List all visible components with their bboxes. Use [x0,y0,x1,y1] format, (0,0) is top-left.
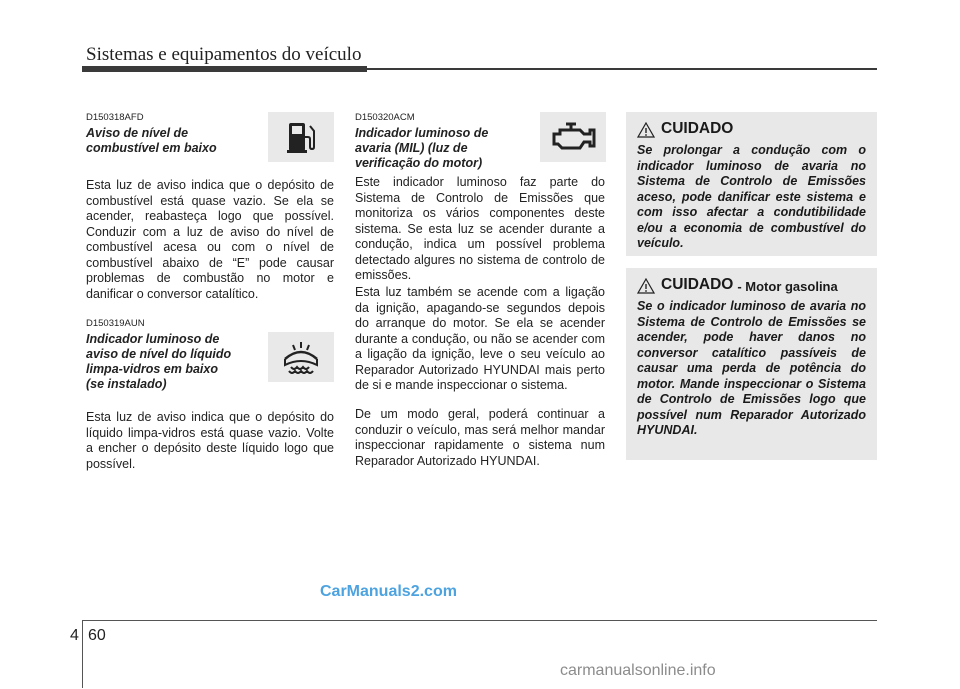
caution-box-gasoline [626,268,877,460]
header-divider-thick [82,66,367,72]
section-subtitle: Aviso de nível de combustível em baixo [86,126,217,155]
page-header-title: Sistemas e equipamentos do veículo [86,44,362,65]
caution-subtitle: - Motor gasolina [737,279,838,294]
section-code: D150318AFD [86,112,144,123]
footer-divider-vertical [82,620,83,688]
check-engine-icon [548,120,598,154]
watermark-link[interactable]: CarManuals2.com [320,583,457,600]
section-body-p2: Esta luz também se acende com a ligação da ignição, apagando-se segundos depois do arranque do motor. Se ela se acender durante a condução, ou não se acender com a ligação da ignição, leve o seu veículo ao Reparador Autorizado HYUNDAI mais perto de si e mande inspeccionar o sistema. [355,285,605,392]
section-subtitle: Indicador luminoso de aviso de nível do líquido limpa-vidros em baixo (se instalado) [86,332,232,391]
section-body-p3: De um modo geral, poderá continuar a conduzir o veículo, mas será melhor mandar inspeccionar rapidamente o sistema num Reparador Autorizado HYUNDAI. [355,407,605,468]
warning-triangle-icon [637,122,655,138]
section-body: Esta luz de aviso indica que o depósito de combustível está quase vazio. Se ela se acender, reabasteça logo que possível. Conduzir com a luz de aviso do nível de combustível acesa ou com o nível de combustível abaixo de “E” pode causar problemas de combustão no motor e danificar o conversor catalítico. [86,178,334,301]
washer-fluid-indicator [268,332,334,382]
page-number: 60 [88,627,106,644]
warning-triangle-icon [637,278,655,294]
fuel-pump-icon [281,117,321,157]
section-body: Esta luz de aviso indica que o depósito do líquido limpa-vidros está quase vazio. Volte a encher o depósito deste líquido logo que possível. [86,410,334,471]
washer-fluid-icon [279,337,323,377]
section-body-p1: Este indicador luminoso faz parte do Sistema de Controlo de Emissões que monitoriza os vários componentes deste sistema. Se esta luz se acender durante a condução, indica um possível problema detectado algures no sistema de controlo de emissões. [355,175,605,282]
footer-divider [82,620,877,621]
header-divider-thin [367,68,877,70]
caution-box-emissions [626,112,877,256]
section-code: D150320ACM [355,112,415,123]
section-subtitle: Indicador luminoso de avaria (MIL) (luz de verificação do motor) [355,126,489,170]
chapter-number: 4 [70,627,79,644]
caution-title: CUIDADO [661,276,734,293]
section-code: D150319AUN [86,318,145,329]
footer-site-watermark: carmanualsonline.info [560,662,716,679]
fuel-warning-indicator [268,112,334,162]
caution-text: Se prolongar a condução com o indicador luminoso de avaria no Sistema de Controlo de Emissões aceso, pode danificar este sistema e com isso afectar a condutibilidade e/ou a economia de combustível do veículo. [637,143,866,250]
check-engine-indicator [540,112,606,162]
caution-text: Se o indicador luminoso de avaria no Sistema de Controlo de Emissões se acender, pode haver danos no conversor catalítico passíveis de causar uma perda de potência do motor. Mande inspeccionar o Sistema de Controlo de Emissões logo que possível num Reparador Autorizado HYUNDAI. [637,299,866,437]
caution-title: CUIDADO [661,120,734,137]
